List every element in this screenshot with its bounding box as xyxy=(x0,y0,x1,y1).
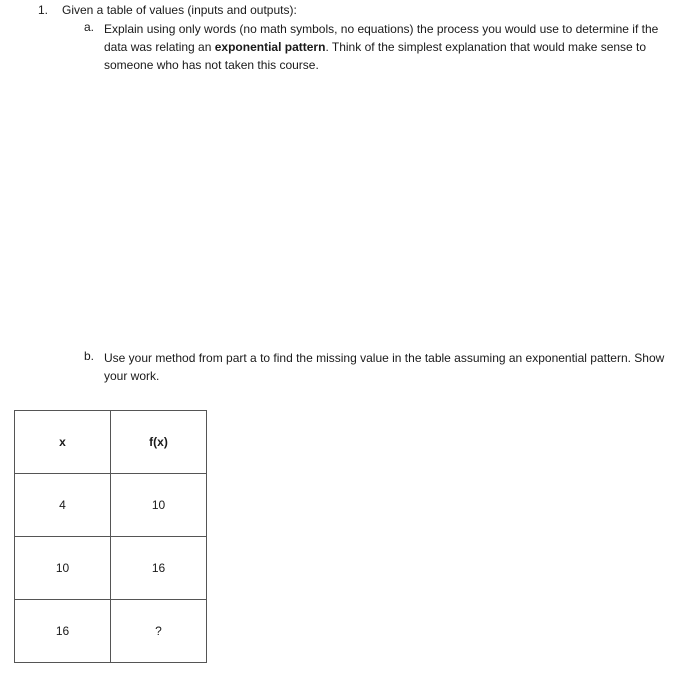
part-b-text: Use your method from part a to find the missing value in the table assuming an exponential pattern. Show your work. xyxy=(104,351,665,383)
values-table xyxy=(14,410,207,663)
table-row xyxy=(15,600,207,663)
cell-fx: 16 xyxy=(111,537,207,600)
table-row xyxy=(15,474,207,537)
part-a-text xyxy=(104,20,684,74)
question-number: 1. xyxy=(38,3,49,17)
part-a-emphasis: exponential pattern xyxy=(214,40,326,54)
header-fx: f(x) xyxy=(111,411,207,474)
table-row xyxy=(15,537,207,600)
part-b-label: b. xyxy=(84,349,95,363)
part-a-text-start: Explain using only words (no math symbols, no equations) the process you would use to determine if the data was relating an xyxy=(104,22,659,54)
cell-fx-missing: ? xyxy=(111,600,207,663)
part-a-text-end: . Think of the simplest explanation that would make sense to someone who has not taken this course. xyxy=(104,40,647,72)
table-header-row xyxy=(15,411,207,474)
question-stem: Given a table of values (inputs and outputs): xyxy=(62,3,297,17)
cell-x: 4 xyxy=(15,474,111,537)
cell-fx: 10 xyxy=(111,474,207,537)
cell-x: 10 xyxy=(15,537,111,600)
cell-x: 16 xyxy=(15,600,111,663)
part-a-label: a. xyxy=(84,20,95,34)
header-x: x xyxy=(15,411,111,474)
